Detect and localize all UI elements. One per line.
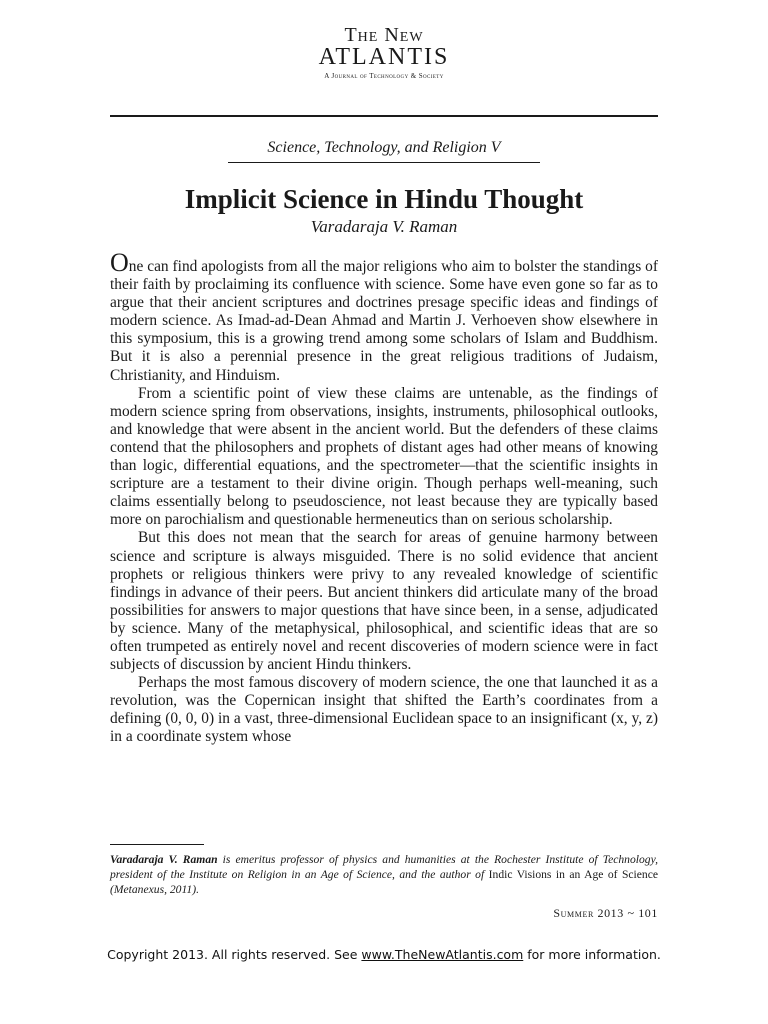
bio-book-title: Indic Visions in an Age of Science: [488, 868, 659, 881]
masthead-line-2: ATLANTIS: [318, 44, 450, 70]
folio-separator: ~: [623, 906, 639, 920]
journal-masthead: [0, 24, 768, 80]
folio-season: Summer 2013: [553, 906, 624, 920]
article-body: [110, 248, 658, 747]
paragraph-1: [110, 248, 658, 385]
paragraph-1-text: ne can find apologists from all the major religions who aim to bolster the standings of their faith by proclaiming its confluence with science. Some have even gone so far as to argue that their ancient scriptures and doctrines presage specific ideas and findings of modern science. As Imad-ad-Dean Ahmad and Martin J. Verhoeven show elsewhere in this symposium, this is a growing trend among some scholars of Islam and Buddhism. But it is also a perennial presence in the great religious traditions of Judaism, Christianity, and Hinduism.: [110, 258, 658, 384]
header-divider: [110, 115, 658, 117]
drop-cap: O: [110, 248, 129, 277]
paragraph-3: But this does not mean that the search for areas of genuine harmony between science and scripture is always misguided. There is no solid evidence that ancient prophets or religious thinkers were privy to any revealed knowledge of scientific findings in advance of their peers. But ancient thinkers did articulate many of the broad possibilities for answers to major questions that have since been, in a sense, adjudicated by science. Many of the metaphysical, philosophical, and scientific ideas that are so often trumpeted as entirely novel and recent discoveries of modern science were in fact subjects of discussion by ancient Hindu thinkers.: [110, 529, 658, 674]
copyright-text-before: Copyright 2013. All rights reserved. See: [107, 947, 362, 962]
article-title: Implicit Science in Hindu Thought: [184, 184, 584, 214]
author-bio: [110, 852, 658, 897]
copyright-notice: [0, 946, 768, 964]
masthead-tagline: A Journal of Technology & Society: [324, 72, 444, 80]
folio-page-number: 101: [638, 906, 658, 920]
website-link[interactable]: www.TheNewAtlantis.com: [361, 947, 524, 962]
bio-text-1: is emeritus professor of physics and humanities at the Rochester Institute of Technology, president of the Institute on Religion in an Age of Science, and the author of: [110, 853, 658, 881]
bio-text-2: (Metanexus, 2011).: [110, 883, 199, 896]
paragraph-4: Perhaps the most famous discovery of modern science, the one that launched it as a revolution, was the Copernican insight that shifted the Earth’s coordinates from a defining (0, 0, 0) in a vast, three-dimensional Euclidean space to an insignificant (x, y, z) in a coordinate system whose: [110, 674, 658, 746]
page-folio: [553, 906, 658, 921]
series-title: Science, Technology, and Religion V: [267, 139, 501, 156]
copyright-text-after: for more information.: [523, 947, 661, 962]
bio-author-name: Varadaraja V. Raman: [110, 853, 218, 866]
paragraph-2: From a scientific point of view these claims are untenable, as the findings of modern science spring from observations, insights, instruments, philosophical outlooks, and knowledge that were absent in the ancient world. But the defenders of these claims contend that the philosophers and prophets of distant ages had other means of knowing than logic, differential equations, and the spectrometer—that the scientific insights in scripture are a testament to their divine origin. Though perhaps well-meaning, such claims essentially belong to pseudoscience, not least because they are typically based more on parochialism and questionable hermeneutics than on serious scholarship.: [110, 384, 658, 529]
masthead-line-1: The New: [344, 24, 424, 46]
series-underline: [228, 162, 540, 163]
article-author: Varadaraja V. Raman: [310, 217, 458, 236]
footnote-divider: [110, 844, 204, 845]
